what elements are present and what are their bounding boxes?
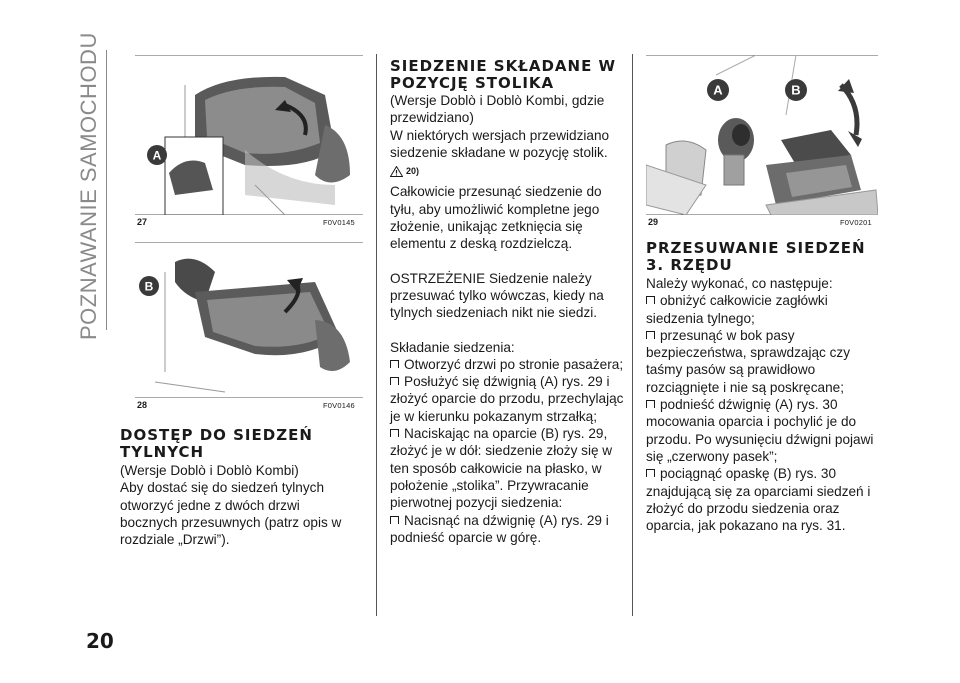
warning-icon [390,166,403,177]
section-table-seat-text [390,92,630,546]
paragraph: (Wersje Doblò i Doblò Kombi, gdzie przewidziano) [390,93,605,126]
list-item-text: Otworzyć drzwi po stronie pasażera; [404,356,624,372]
list-item [646,465,886,534]
bullet-icon [646,296,655,304]
bullet-icon [646,469,655,477]
section-heading-third-row: PRZESUWANIE SIEDZEŃ 3. RZĘDU [646,239,866,274]
figure-29-callout-b: B [791,82,801,98]
column-divider-2 [632,54,633,616]
list-item-text: Nacisnąć na dźwignię (A) rys. 29 i podnieść oparcie w górę. [390,512,609,545]
list-item-text: obniżyć całkowicie zagłówki siedzenia tylnego; [646,293,828,326]
section-third-row-text [646,275,886,534]
figure-27-code: F0V0145 [323,218,355,227]
page-number: 20 [86,629,114,653]
warning-ref-number: 20) [406,166,420,177]
list-item [390,373,630,425]
figure-29-code: F0V0201 [840,218,872,227]
figure-27-callout-a: A [152,148,162,163]
figure-29-callout-a: A [713,82,723,98]
list-item-text: podnieść dźwignię (A) rys. 30 mocowania oparcia i pochylić je do przodu. Po wysunięciu dźwigni pojawi się „czerwony pasek”; [646,397,874,464]
paragraph: Składanie siedzenia: [390,339,515,355]
figure-28-code: F0V0146 [323,401,355,410]
list-item [646,327,886,396]
bullet-icon [390,429,399,437]
figure-28 [135,242,363,410]
column-divider-1 [376,54,377,616]
paragraph: Należy wykonać, co następuje: [646,276,833,291]
sidebar-title-text: POZNAWANIE SAMOCHODU [76,32,101,340]
list-item-text: Posłużyć się dźwignią (A) rys. 29 i złożyć oparcie do przodu, przechylając je w kierunku pokazanym strzałką; [390,374,624,424]
paragraph-warning: OSTRZEŻENIE Siedzenie należy przesuwać tylko wówczas, kiedy na tylnych siedzeniach nikt nie siedzi. [390,270,604,321]
paragraph: Aby dostać się do siedzeń tylnych otworzyć jedne z dwóch drzwi bocznych przesuwnych (patrz opis w rozdziale „Drzwi”). [120,480,342,548]
list-item-text: pociągnąć opaskę (B) rys. 30 znajdującą się za oparciami siedzeń i złożyć do przodu siedzenia oraz oparcia, jak pokazano na rys. 31. [646,466,871,534]
section-rear-seat-access-text [120,462,360,548]
paragraph: (Wersje Doblò i Doblò Kombi) [120,463,299,478]
figure-28-number: 28 [137,400,148,410]
section-heading-rear-seat-access: DOSTĘP DO SIEDZEŃ TYLNYCH [120,426,313,461]
paragraph: Całkowicie przesunąć siedzenie do tyłu, aby umożliwić kompletne jego złożenie, unikając zetknięcia się elementu z deską rozdzielczą. [390,184,602,252]
table-seat-illustration [646,55,878,215]
bullet-icon [390,360,399,368]
bullet-icon [390,516,399,524]
figure-27-number: 27 [137,217,148,227]
bullet-icon [646,331,655,339]
list-item [390,512,630,547]
figure-29 [646,55,878,227]
bullet-icon [390,377,399,385]
bullet-icon [646,400,655,408]
paragraph: W niektórych wersjach przewidziano siedzenie składane w pozycję stolik. [390,127,610,160]
list-item [390,356,630,373]
figure-29-number: 29 [648,217,659,227]
list-item [646,396,886,465]
seat-lever-illustration [135,55,363,215]
list-item [646,292,886,327]
seat-backrest-illustration [135,242,363,398]
sidebar-divider [106,50,107,330]
warning-reference [390,163,630,180]
list-item-text: przesunąć w bok pasy bezpieczeństwa, sprawdzając czy taśmy pasów są prawidłowo rozciągnięte i nie są poskręcane; [646,327,850,395]
section-heading-table-seat: SIEDZENIE SKŁADANE W POZYCJĘ STOLIKA [390,57,617,92]
list-item-text: Naciskając na oparcie (B) rys. 29, złożyć je w dół: siedzenie złoży się w ten sposób całkowicie na płasko, w położenie „stolika”. Przywracanie pierwotnej pozycji siedzenia: [390,426,613,511]
sidebar-title [76,32,101,360]
list-item [390,425,630,511]
figure-28-callout-b: B [144,279,154,294]
figure-27 [135,55,363,227]
